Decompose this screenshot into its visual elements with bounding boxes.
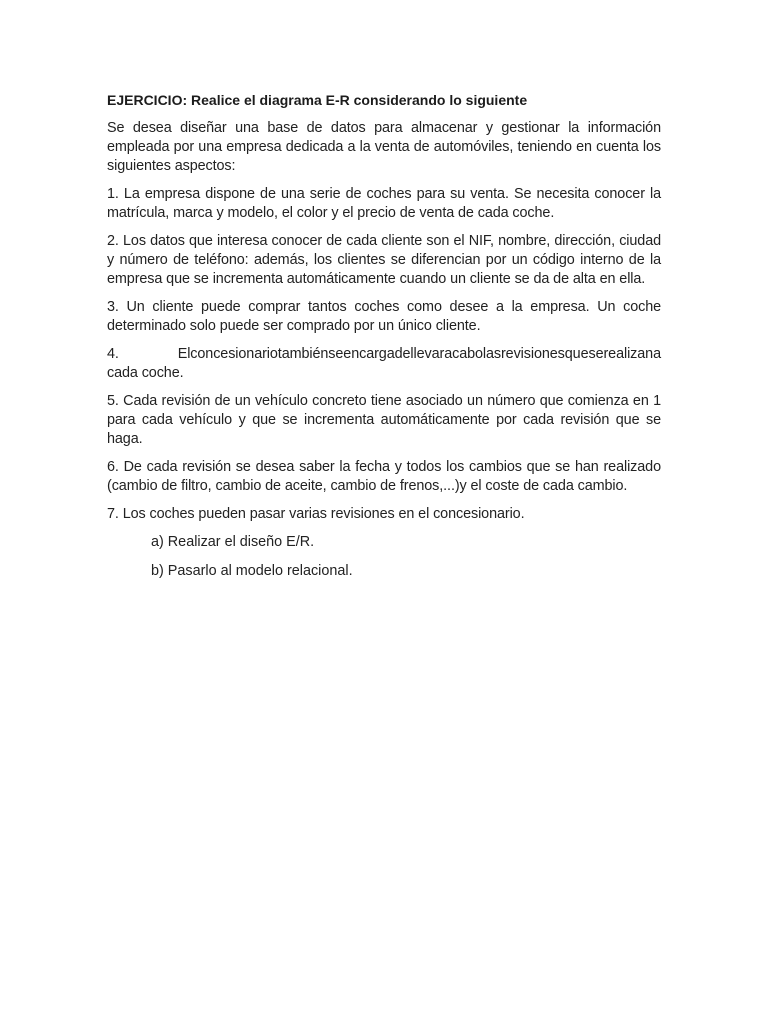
sub-item-b: b) Pasarlo al modelo relacional. (151, 563, 353, 579)
item-4-continuation: cada coche. (107, 365, 184, 381)
item-4-first-line (107, 345, 661, 364)
item-1: 1. La empresa dispone de una serie de coches para su venta. Se necesita conocer la matrícula, marca y modelo, el color y el precio de venta de cada coche. (107, 186, 661, 221)
intro-paragraph: Se desea diseñar una base de datos para almacenar y gestionar la información empleada por una empresa dedicada a la venta de automóviles, teniendo en cuenta los siguientes aspectos: (107, 120, 661, 174)
item-4 (107, 345, 661, 383)
item-7: 7. Los coches pueden pasar varias revisiones en el concesionario. (107, 506, 525, 522)
sub-item-a: a) Realizar el diseño E/R. (151, 534, 315, 550)
exercise-title: EJERCICIO: Realice el diagrama E-R considerando lo siguiente (107, 92, 528, 108)
item-3: 3. Un cliente puede comprar tantos coches como desee a la empresa. Un coche determinado solo puede ser comprado por un único cliente. (107, 299, 661, 334)
item-6: 6. De cada revisión se desea saber la fecha y todos los cambios que se han realizado (cambio de filtro, cambio de aceite, cambio de frenos,...)y el coste de cada cambio. (107, 459, 661, 494)
item-5: 5. Cada revisión de un vehículo concreto tiene asociado un número que comienza en 1 para cada vehículo y que se incrementa automáticamente por cada revisión que se haga. (107, 393, 661, 447)
item-4-number: 4. (107, 346, 119, 362)
document-page (107, 89, 661, 591)
item-2: 2. Los datos que interesa conocer de cada cliente son el NIF, nombre, dirección, ciudad y número de teléfono: además, los clientes se diferencian por un código interno de la empresa que se incrementa automáticamente cuando un cliente se da de alta en ella. (107, 233, 661, 287)
item-4-text: Elconcesionariotambiénseencargadellevaracabolasrevisionesqueserealizana (177, 346, 661, 362)
